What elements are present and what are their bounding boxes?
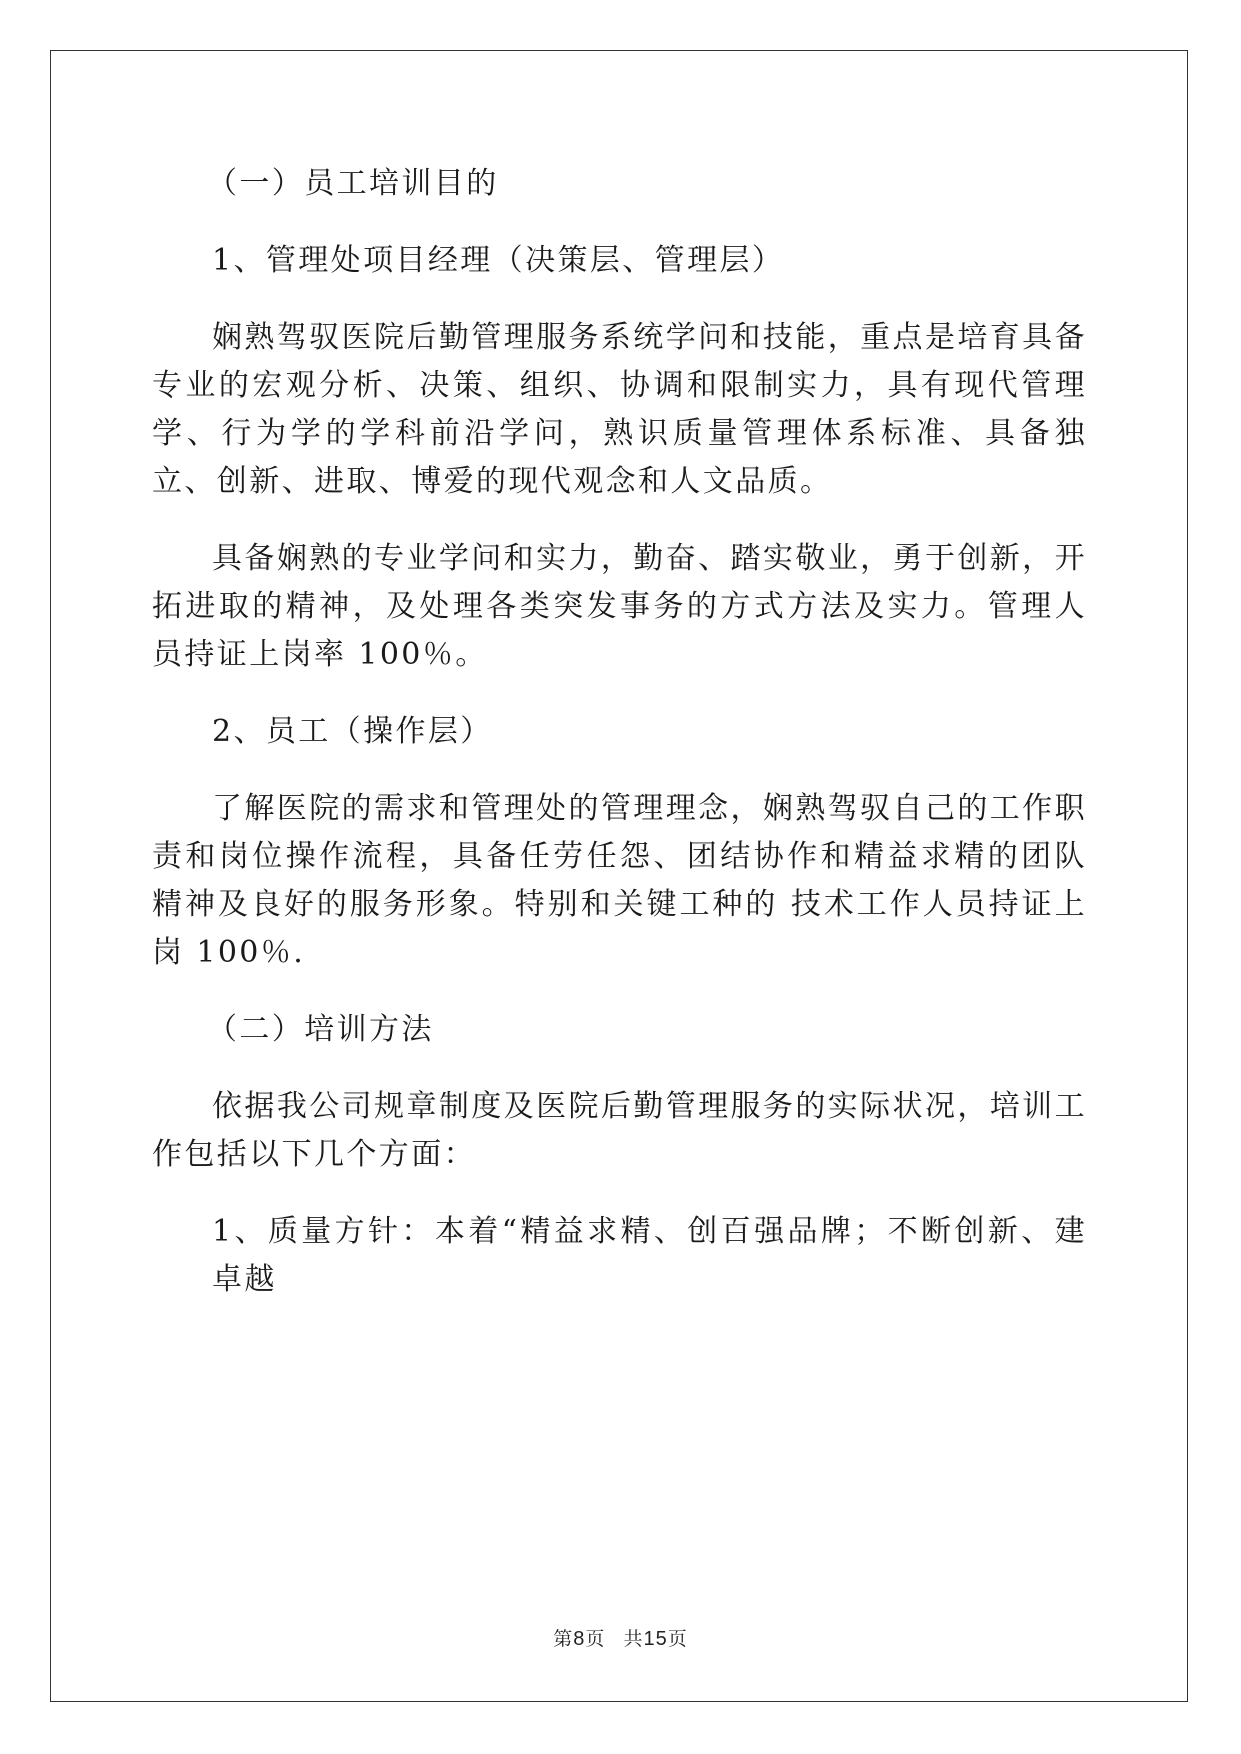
total-prefix: 共 (623, 1628, 644, 1650)
section-heading-training-purpose: （一）员工培训目的 (207, 166, 499, 201)
paragraph: 了解医院的需求和管理处的管理理念，娴熟驾驭自己的工作职责和岗位操作流程，具备任劳任怨、团结协作和精益求精的团队精神及良好的服务形象。特别和关键工种的 技术工作人员持证上岗 100％. (152, 791, 1087, 970)
total-suffix: 页 (667, 1628, 688, 1650)
page-suffix: 页 (585, 1628, 606, 1650)
document-body (152, 160, 1087, 1333)
total-pages: 15 (643, 1628, 668, 1650)
paragraph: 具备娴熟的专业学问和实力，勤奋、踏实敬业，勇于创新，开拓进取的精神，及处理各类突发事务的方式方法及实力。管理人员持证上岗率 100％。 (152, 541, 1087, 672)
page-prefix: 第 (553, 1628, 574, 1650)
subheading-project-manager: 1、管理处项目经理（决策层、管理层） (212, 243, 785, 278)
page-number: 8 (573, 1628, 586, 1650)
section-heading-training-method: （二）培训方法 (207, 1012, 434, 1047)
paragraph: 依据我公司规章制度及医院后勤管理服务的实际状况，培训工作包括以下几个方面： (152, 1089, 1087, 1172)
paragraph: 娴熟驾驭医院后勤管理服务系统学问和技能，重点是培育具备专业的宏观分析、决策、组织、协调和限制实力，具有现代管理学、行为学的学科前沿学问，熟识质量管理体系标准、具备独立、创新、进取、博爱的现代观念和人文品质。 (152, 320, 1087, 499)
subheading-staff: 2、员工（操作层） (212, 714, 493, 749)
subheading-quality-policy: 1、质量方针：本着“精益求精、创百强品牌；不断创新、建卓越 (212, 1214, 1087, 1297)
page-footer (0, 1624, 1241, 1651)
